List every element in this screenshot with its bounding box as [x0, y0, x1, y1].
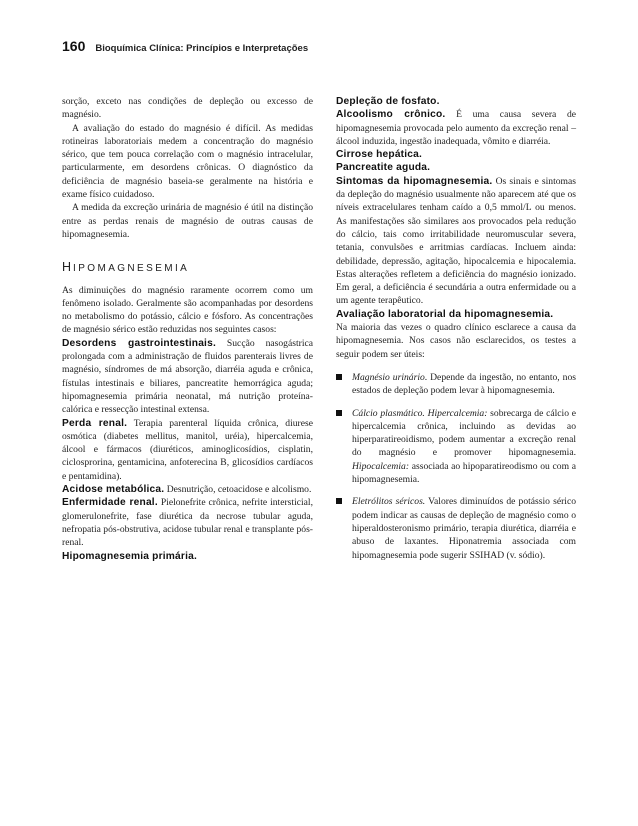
entry-hepatic-cirrhosis [336, 148, 576, 161]
page-header [62, 38, 308, 54]
entry-title: Perda renal. [62, 417, 128, 429]
paragraph: As diminuições do magnésio raramente ocorrem como um fenômeno isolado. Geralmente são acompanhadas por desordens no metabolismo do potássio, cálcio e fósforo. As concentrações de magnésio sérico estão reduzidas nos seguintes casos: [62, 284, 313, 336]
right-column [336, 95, 576, 571]
entry-renal-loss: Perda renal. Terapia parenteral líquida crônica, diurese osmótica (diabetes mellitus, manitol, uréia), hipercalcemia, álcool e fármacos (diuréticos, aminoglicosídios, cisplatin, ciclosprorina, gentamicina, anfoterecina B, glicosídios cardíacos e pentamidina). [62, 417, 314, 482]
paragraph: A avaliação do estado do magnésio é difícil. As medidas rotineiras laboratoriais medem a concentração do magnésio sérico, que tem pouca correlação com o magnésio intracelular, particularmente, em desordens crônicas. O diagnóstico da deficiência de magnésio baseia-se geralmente na história e exame físico cuidadoso. [62, 122, 313, 201]
entry-title: Alcoolismo crônico. [336, 109, 446, 121]
list-item: Eletrólitos séricos. Valores diminuídos de potássio sérico podem indicar as causas de depleção de magnésio como o hiperaldosteronismo primário, terapia diurética, diarréia e abuso de laxantes. Hiponatremia associada com hipomagnesemia pode sugerir SSIHAD (v. sódio). [336, 495, 576, 561]
test-list [336, 371, 576, 562]
list-item: Cálcio plasmático. Hipercalcemia: sobrecarga de cálcio e hipercalcemia crônica, incluindo as devidas ao hiperparatireoidismo, podem aumentar a excreção renal do magnésio e promover hipomagnesemia. Hipocalcemia: associada ao hipoparatireodismo ou com a hipomagnesemia. [336, 407, 576, 487]
list-item: Magnésio urinário. Depende da ingestão, no entanto, nos estados de depleção podem levar à hipomagnesemia. [336, 371, 576, 398]
bullet-square-icon [336, 410, 342, 416]
running-title: Bioquímica Clínica: Princípios e Interpretações [95, 43, 309, 54]
bullet-square-icon [336, 498, 342, 504]
entry-title: Enfermidade renal. [62, 497, 158, 509]
entry-title: Acidose metabólica. [62, 484, 165, 496]
entry-title: Depleção de fosfato. [336, 96, 440, 107]
entry-title: Desordens gastrointestinais. [62, 337, 216, 349]
entry-title: Sintomas da hipomagnesemia. [336, 175, 493, 187]
entry-symptoms: Sintomas da hipomagnesemia. Os sinais e sintomas da depleção do magnésio usualmente não aparecem até que os níveis extracelulares tenham caído a 0,5 mmol/L ou menos. As manifestações são similares aos provocados pela redução do cálcio, tais como irritabilidade neuromuscular severa, tetania, convulsões e arritmias cardíacas. Incluem ainda: debilidade, depressão, agitação, hipocalcemia e hipocalemia. Estas alterações refletem a deficiência do magnésio ionizado. Em geral, a deficiência é secundária a outra enfermidade ou a um agente terapêutico. [336, 175, 577, 307]
paragraph: A medida da excreção urinária de magnésio é útil na distinção entre as perdas renais de magnésio de outras causas de hipomagnesemia. [62, 202, 313, 240]
paragraph: sorção, exceto nas condições de depleção ou excesso de magnésio. [62, 96, 313, 121]
entry-acute-pancreatitis [336, 161, 576, 174]
entry-title: Hipomagnesemia primária. [62, 550, 198, 562]
page-number: 160 [62, 38, 86, 54]
entry-metabolic-acidosis: Acidose metabólica. Desnutrição, cetoacidose e alcolismo. [62, 484, 312, 496]
entry-title: Avaliação laboratorial da hipomagnesemia. [336, 308, 554, 320]
left-column [62, 95, 313, 563]
entry-chronic-alcoholism: Alcoolismo crônico. É uma causa severa de hipomagnesemia provocada pelo aumento da excreção renal – álcool induzida, ingestão inadequada, vômito e diarréia. [336, 109, 576, 147]
entry-renal-disease: Enfermidade renal. Pielonefrite crônica, nefrite intersticial, glomerulonefrite, fase diurética da necrose tubular aguda, nefropatia pós-obstrutiva, acidose tubular renal e transplante pós-renal. [62, 497, 313, 549]
bullet-square-icon [336, 374, 342, 380]
entry-title: Pancreatite aguda. [336, 162, 431, 174]
section-heading: HIPOMAGNESEMIA [62, 260, 190, 275]
entry-title: Cirrose hepática. [336, 149, 423, 161]
entry-primary-hypomagnesemia [62, 550, 313, 563]
entry-phosphate-depletion [336, 95, 576, 108]
entry-lab-evaluation: Avaliação laboratorial da hipomagnesemia. Na maioria das vezes o quadro clínico esclarece a causa da hipomagnesemia. Nos casos não esclarecidos, os testes a seguir podem ser úteis: [336, 308, 576, 360]
entry-gastrointestinal: Desordens gastrointestinais. Sucção nasogástrica prolongada com a administração de fluidos parenterais livres de magnésio, síndromes de má absorção, diarréia aguda e crônica, fístulas intestinais e biliares, pancreatite hemorrágica aguda; hipomagnesemia primária neonatal, má nutrição proteína-calórica e ressecção intestinal extensa. [62, 337, 313, 416]
